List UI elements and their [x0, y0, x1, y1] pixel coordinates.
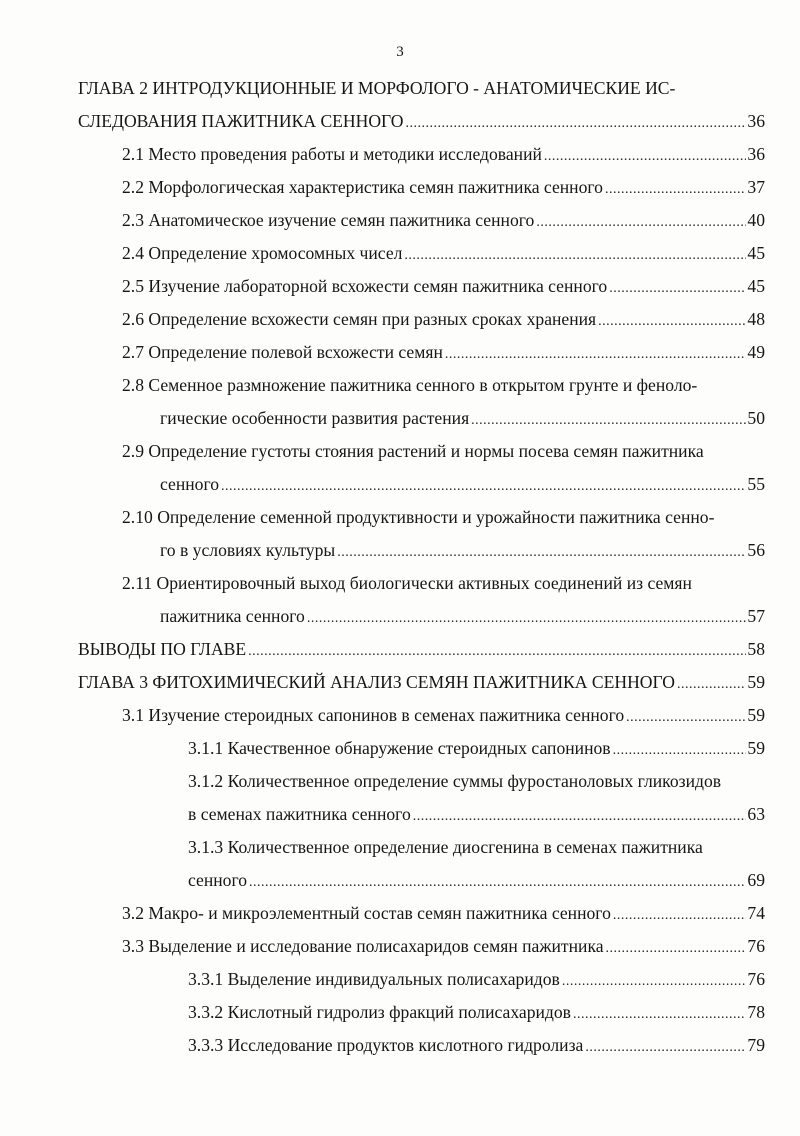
- dot-leader: [573, 1002, 746, 1028]
- toc-page-number: 40: [747, 210, 765, 230]
- dot-leader: [585, 1035, 746, 1061]
- toc-entry-last-line: [188, 966, 765, 992]
- toc-entry-title: СЛЕДОВАНИЯ ПАЖИТНИКА СЕННОГО: [78, 111, 404, 131]
- toc-entry-last-line: [188, 999, 765, 1025]
- toc-entry-last-line: [188, 735, 765, 761]
- toc-page-number: 45: [747, 276, 765, 296]
- dot-leader: [249, 870, 746, 896]
- dot-leader: [248, 639, 746, 665]
- toc-entry-title: 2.3 Анатомическое изучение семян пажитника сенного: [122, 210, 535, 230]
- dot-leader: [307, 606, 747, 632]
- dot-leader: [544, 144, 746, 170]
- toc-page-number: 45: [747, 243, 765, 263]
- toc-entry-title: 2.5 Изучение лабораторной всхожести семян пажитника сенного: [122, 276, 608, 296]
- dot-leader: [221, 474, 746, 500]
- dot-leader: [613, 903, 747, 929]
- toc-page-number: 48: [747, 309, 765, 329]
- toc-entry-title: 2.6 Определение всхожести семян при разных сроках хранения: [122, 309, 597, 329]
- toc-entry-last-line: [122, 900, 765, 926]
- dot-leader: [613, 738, 747, 764]
- toc-page-number: 49: [747, 342, 765, 362]
- toc-page-number: 36: [747, 111, 765, 131]
- toc-entry-title: 3.1.1 Качественное обнаружение стероидных сапонинов: [188, 738, 611, 758]
- toc-entry-last-line: [188, 1032, 765, 1058]
- dot-leader: [405, 111, 746, 137]
- toc-entry-title: сенного: [160, 474, 220, 494]
- toc-entry-title: 2.7 Определение полевой всхожести семян: [122, 342, 443, 362]
- toc-entry-last-line: [122, 273, 765, 299]
- toc-page-number: 76: [747, 936, 765, 956]
- toc-page-number: 56: [747, 540, 765, 560]
- dot-leader: [404, 243, 746, 269]
- dot-leader: [413, 804, 747, 830]
- toc-entry-last-line: [122, 339, 765, 365]
- dot-leader: [337, 540, 746, 566]
- toc-entry-title: 2.1 Место проведения работы и методики исследований: [122, 144, 542, 164]
- toc-page-number: 37: [747, 177, 765, 197]
- toc-page-number: 59: [747, 705, 765, 725]
- toc-entry-last-line: [122, 174, 765, 200]
- toc-entry-title: пажитника сенного: [160, 606, 305, 626]
- dot-leader: [605, 177, 746, 203]
- toc-entry-title: в семенах пажитника сенного: [188, 804, 411, 824]
- toc-entry-last-line: [78, 636, 765, 662]
- toc-entry-last-line: [160, 471, 765, 497]
- toc-entry-title: 3.1.3 Количественное определение диосгенина в семенах пажитника: [188, 837, 703, 857]
- toc-entry-title: 3.3.3 Исследование продуктов кислотного гидролиза: [188, 1035, 584, 1055]
- toc-page-number: 59: [747, 738, 765, 758]
- toc-entry-title: сенного: [188, 870, 248, 890]
- page-number: 3: [396, 44, 404, 60]
- toc-entry-last-line: [122, 207, 765, 233]
- toc-page-number: 55: [747, 474, 765, 494]
- dot-leader: [445, 342, 747, 368]
- toc-entry-last-line: [160, 405, 765, 431]
- toc-page-number: 57: [747, 606, 765, 626]
- toc-page-number: 63: [747, 804, 765, 824]
- toc-page-number: 74: [747, 903, 765, 923]
- dot-leader: [562, 969, 747, 995]
- dot-leader: [536, 210, 746, 236]
- toc-entry-title: 3.1 Изучение стероидных сапонинов в семенах пажитника сенного: [122, 705, 625, 725]
- toc-entry-last-line: [78, 108, 765, 134]
- dot-leader: [609, 276, 746, 302]
- toc-entry-title: го в условиях культуры: [160, 540, 336, 560]
- toc-page-number: 50: [747, 408, 765, 428]
- toc-entry-last-line: [188, 801, 765, 827]
- toc-entry-last-line: [122, 306, 765, 332]
- toc-entry-last-line: [122, 141, 765, 167]
- toc-entry-title: гические особенности развития растения: [160, 408, 470, 428]
- toc-entry-title: 2.11 Ориентировочный выход биологически активных соединений из семян: [122, 573, 692, 593]
- toc-entry-last-line: [122, 933, 765, 959]
- toc-entry-title: 3.3.2 Кислотный гидролиз фракций полисахаридов: [188, 1002, 571, 1022]
- dot-leader: [471, 408, 746, 434]
- toc-page-number: 36: [747, 144, 765, 164]
- toc-entry-title: 2.8 Семенное размножение пажитника сенного в открытом грунте и феноло-: [122, 375, 698, 395]
- toc-entry-title: 2.10 Определение семенной продуктивности и урожайности пажитника сенно-: [122, 507, 715, 527]
- toc-entry-last-line: [160, 537, 765, 563]
- toc-entry-last-line: [122, 240, 765, 266]
- toc-page-number: 69: [747, 870, 765, 890]
- toc-entry-title: ГЛАВА 2 ИНТРОДУКЦИОННЫЕ И МОРФОЛОГО - АНАТОМИЧЕСКИЕ ИС-: [78, 78, 676, 98]
- toc-entry-title: 2.2 Морфологическая характеристика семян пажитника сенного: [122, 177, 603, 197]
- dot-leader: [598, 309, 746, 335]
- toc-entry-last-line: [78, 669, 765, 695]
- toc-entry-last-line: [122, 702, 765, 728]
- toc-entry-last-line: [160, 603, 765, 629]
- toc-entry-title: 3.3.1 Выделение индивидуальных полисахаридов: [188, 969, 560, 989]
- dot-leader: [606, 936, 747, 962]
- toc-entry-last-line: [188, 867, 765, 893]
- toc-page-number: 76: [747, 969, 765, 989]
- toc-entry-title: 3.3 Выделение и исследование полисахаридов семян пажитника: [122, 936, 604, 956]
- toc-entry-title: 3.2 Макро- и микроэлементный состав семян пажитника сенного: [122, 903, 611, 923]
- dot-leader: [677, 672, 746, 698]
- toc-page-number: 79: [747, 1035, 765, 1055]
- toc-entry-title: ГЛАВА 3 ФИТОХИМИЧЕСКИЙ АНАЛИЗ СЕМЯН ПАЖИТНИКА СЕННОГО: [78, 672, 675, 692]
- toc-page-number: 58: [747, 639, 765, 659]
- toc-entry-title: 2.4 Определение хромосомных чисел: [122, 243, 403, 263]
- toc-entry-title: 2.9 Определение густоты стояния растений и нормы посева семян пажитника: [122, 441, 704, 461]
- toc-page-number: 59: [747, 672, 765, 692]
- toc-page-number: 78: [747, 1002, 765, 1022]
- toc-entry-title: ВЫВОДЫ ПО ГЛАВЕ: [78, 639, 247, 659]
- toc-entry-title: 3.1.2 Количественное определение суммы фуростаноловых гликозидов: [188, 771, 722, 791]
- dot-leader: [626, 705, 746, 731]
